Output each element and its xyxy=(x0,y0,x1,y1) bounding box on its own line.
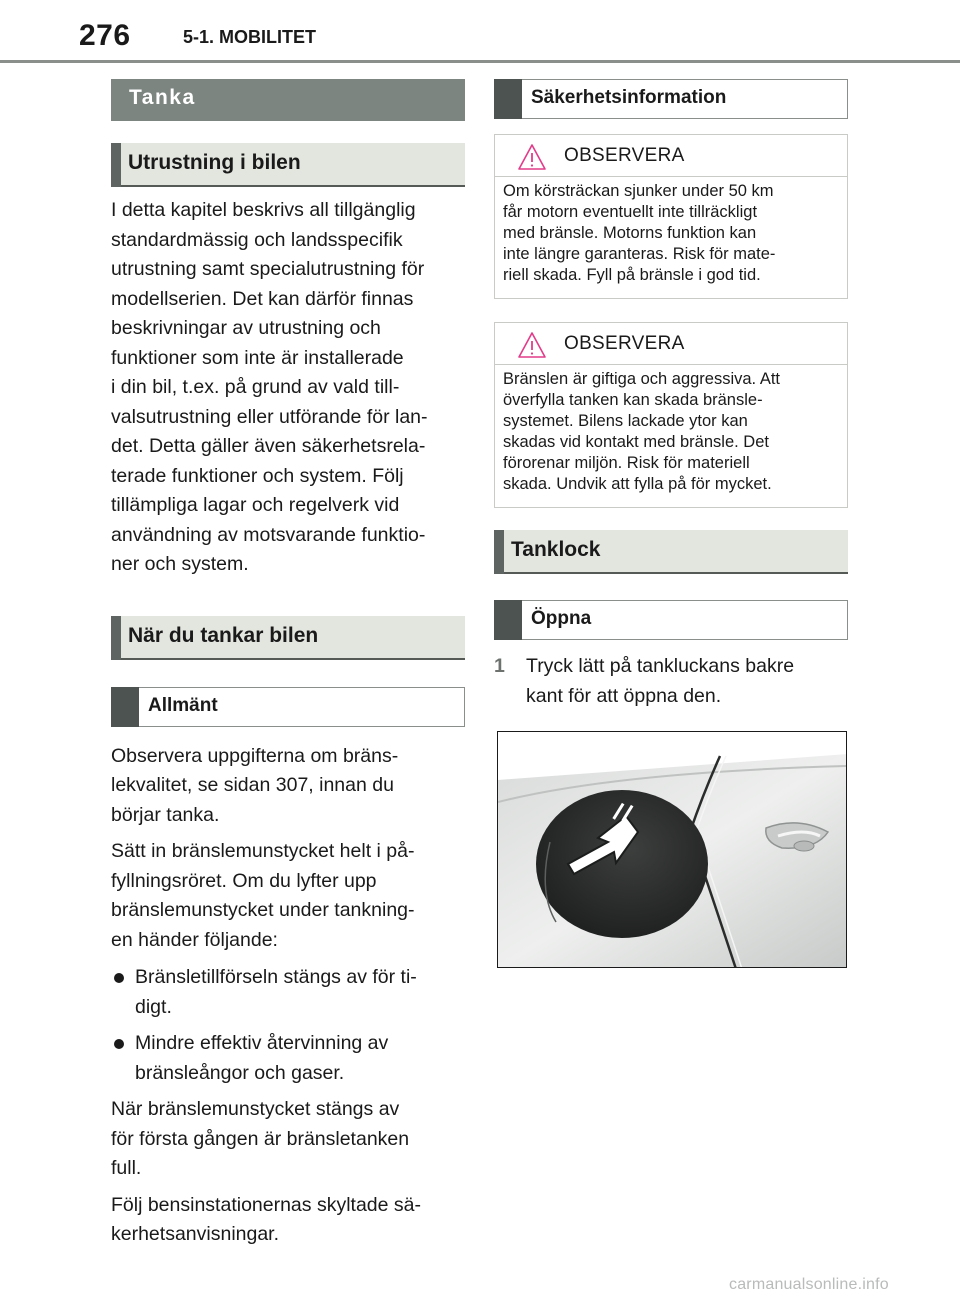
header-rule xyxy=(0,60,960,63)
subsubheading-safety: Säkerhetsinformation xyxy=(494,79,848,119)
warning-title: OBSERVERA xyxy=(564,145,685,166)
subheading-equipment: Utrustning i bilen xyxy=(111,143,465,187)
general-paragraph-1: Observera uppgifterna om bräns- lekvalitet, se sidan 307, innan du börjar tanka. xyxy=(111,744,399,826)
bullet-dot-icon xyxy=(114,973,124,983)
page-number: 276 xyxy=(79,19,131,52)
list-item: Bränsletillförseln stängs av för ti- digt. xyxy=(111,963,465,1022)
warning-triangle-icon xyxy=(517,143,547,171)
page-header xyxy=(0,0,960,62)
equipment-paragraph: I detta kapitel beskrivs all tillgänglig standardmässig och landsspecifik utrustning samt specialutrustning för modellserien. Det kan därför finnas beskrivningar av utrustning och funktioner som inte är installerade i din bil, t.ex. på grund av vald till- valsutrustning eller utförande för lan- det. Detta gäller även säkerhetsrela- terade funktioner och system. Följ tillämpliga lagar och regelverk vid användning av motsvarande funktio- ner och system. xyxy=(111,199,428,575)
warning-triangle-icon xyxy=(517,331,547,359)
fuel-flap-illustration xyxy=(497,731,847,968)
left-column xyxy=(111,79,465,1250)
warning-header xyxy=(495,135,847,177)
bullet-dot-icon xyxy=(114,1039,124,1049)
general-paragraph-2: Sätt in bränslemunstycket helt i på- fyllningsröret. Om du lyfter upp bränslemunstycket under tankning- en händer följande: xyxy=(111,840,415,951)
right-column xyxy=(494,79,848,711)
warning-title: OBSERVERA xyxy=(564,333,685,354)
subsubheading-general: Allmänt xyxy=(111,687,465,727)
warning-box xyxy=(494,134,848,299)
section-heading-tanka: Tanka xyxy=(111,79,465,121)
site-watermark: carmanualsonline.info xyxy=(729,1276,889,1293)
list-item: Mindre effektiv återvinning av bränsleångor och gaser. xyxy=(111,1029,465,1088)
chapter-title: 5-1. MOBILITET xyxy=(183,27,317,47)
subsubheading-open: Öppna xyxy=(494,600,848,640)
warning-box xyxy=(494,322,848,508)
subheading-refuel: När du tankar bilen xyxy=(111,616,465,660)
warning-text: Bränslen är giftiga och aggressiva. Att överfylla tanken kan skada bränsle- systemet. Bilens lackade ytor kan skadas vid kontakt med bränsle. Det förorenar miljön. Risk för materiell skada. Undvik att fylla på för mycket. xyxy=(503,370,780,493)
warning-text: Om körsträckan sjunker under 50 km får motorn eventuellt inte tillräckligt med bränsle. Motorns funktion kan inte längre garanteras. Risk för mate- riell skada. Fyll på bränsle i god tid. xyxy=(503,182,776,284)
warning-header xyxy=(495,323,847,365)
general-paragraph-3: När bränslemunstycket stängs av för första gången är bränsletanken full. xyxy=(111,1098,410,1179)
fuel-flap-drawing xyxy=(498,732,847,968)
instruction-step: 1 Tryck lätt på tankluckans bakre kant för att öppna den. xyxy=(494,652,848,711)
subheading-fuel-cap: Tanklock xyxy=(494,530,848,574)
general-paragraph-4: Följ bensinstationernas skyltade sä- kerhetsanvisningar. xyxy=(111,1193,421,1245)
step-number: 1 xyxy=(494,655,505,677)
